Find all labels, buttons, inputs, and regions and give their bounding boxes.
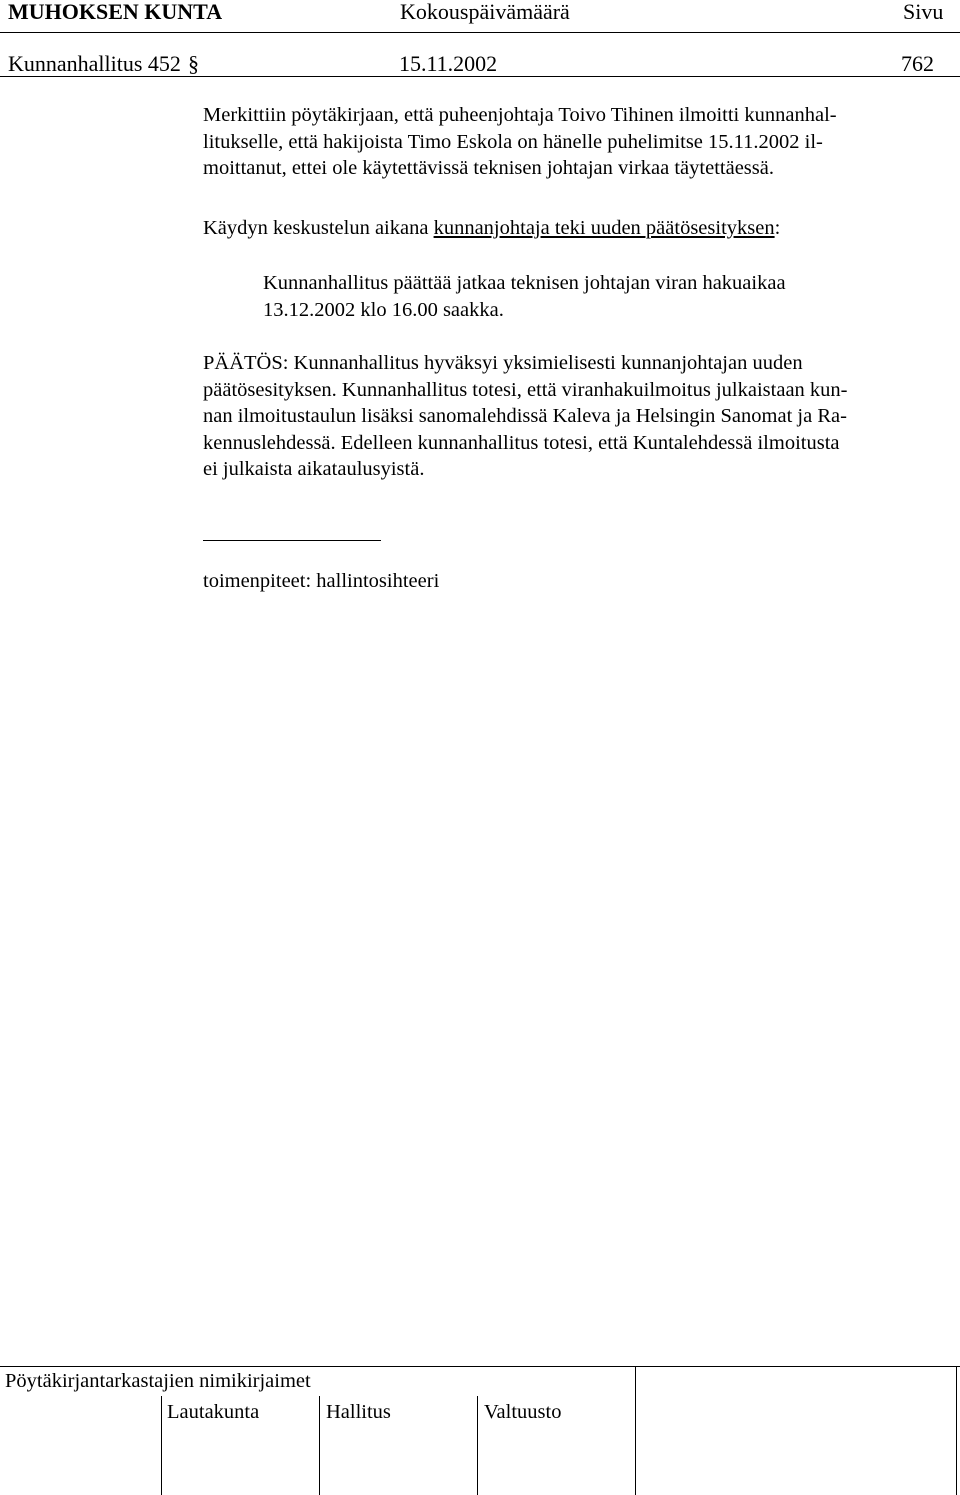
document-header bbox=[0, 0, 960, 33]
paragraph-actions: toimenpiteet: hallintosihteeri bbox=[203, 570, 440, 592]
text-line: litukselle, että hakijoista Timo Eskola on hänelle puhelimitse 15.11.2002 il- bbox=[203, 130, 823, 153]
footer-divider bbox=[0, 1366, 960, 1367]
organization-name: MUHOKSEN KUNTA bbox=[8, 0, 223, 24]
footer-title: Pöytäkirjantarkastajien nimikirjaimet bbox=[5, 1370, 311, 1392]
text-line: nan ilmoitustaulun lisäksi sanomalehdissä Kaleva ja Helsingin Sanomat ja Ra- bbox=[203, 405, 847, 428]
text-line: moittanut, ettei ole käytettävissä teknisen johtajan virkaa täytettäessä. bbox=[203, 157, 774, 180]
footer-divider bbox=[161, 1396, 162, 1495]
text-line: Merkittiin pöytäkirjaan, että puheenjohtaja Toivo Tihinen ilmoitti kunnanhal- bbox=[203, 104, 837, 126]
text-line: ei julkaista aikataulusyistä. bbox=[203, 458, 425, 481]
section-symbol: § bbox=[188, 51, 199, 76]
text-line: PÄÄTÖS: Kunnanhallitus hyväksyi yksimielisesti kunnanjohtajan uuden bbox=[203, 352, 803, 374]
meeting-info-row bbox=[0, 46, 960, 77]
underlined-text: kunnanjohtaja teki uuden päätösesityksen bbox=[433, 217, 775, 239]
paragraph-announcement bbox=[203, 102, 837, 182]
text-line: Kunnanhallitus päättää jatkaa teknisen johtajan viran hakuaikaa bbox=[263, 272, 786, 294]
text-segment: Käydyn keskustelun aikana bbox=[203, 217, 434, 239]
paragraph-discussion bbox=[203, 215, 780, 242]
text-line: päätösesityksen. Kunnanhallitus totesi, että viranhakuilmoitus julkaistaan kun- bbox=[203, 378, 848, 401]
page-number: 762 bbox=[901, 51, 934, 76]
column-label-valtuusto: Valtuusto bbox=[484, 1401, 562, 1423]
text-segment: : bbox=[774, 217, 781, 239]
paragraph-decision bbox=[203, 350, 848, 483]
meeting-date-label: Kokouspäivämäärä bbox=[400, 0, 570, 24]
footer-divider bbox=[477, 1396, 478, 1495]
text-line: 13.12.2002 klo 16.00 saakka. bbox=[263, 298, 504, 321]
column-label-hallitus: Hallitus bbox=[326, 1401, 391, 1423]
separator-line bbox=[203, 540, 381, 541]
meeting-date: 15.11.2002 bbox=[399, 51, 498, 76]
meeting-name: Kunnanhallitus 452 bbox=[8, 51, 181, 76]
column-label-lautakunta: Lautakunta bbox=[167, 1401, 260, 1423]
footer-divider bbox=[635, 1366, 636, 1495]
footer-divider bbox=[319, 1396, 320, 1495]
paragraph-proposal bbox=[263, 270, 786, 323]
text-line: kennuslehdessä. Edelleen kunnanhallitus totesi, että Kuntalehdessä ilmoitusta bbox=[203, 431, 840, 454]
footer-divider bbox=[956, 1366, 957, 1495]
page-label: Sivu bbox=[903, 0, 944, 24]
